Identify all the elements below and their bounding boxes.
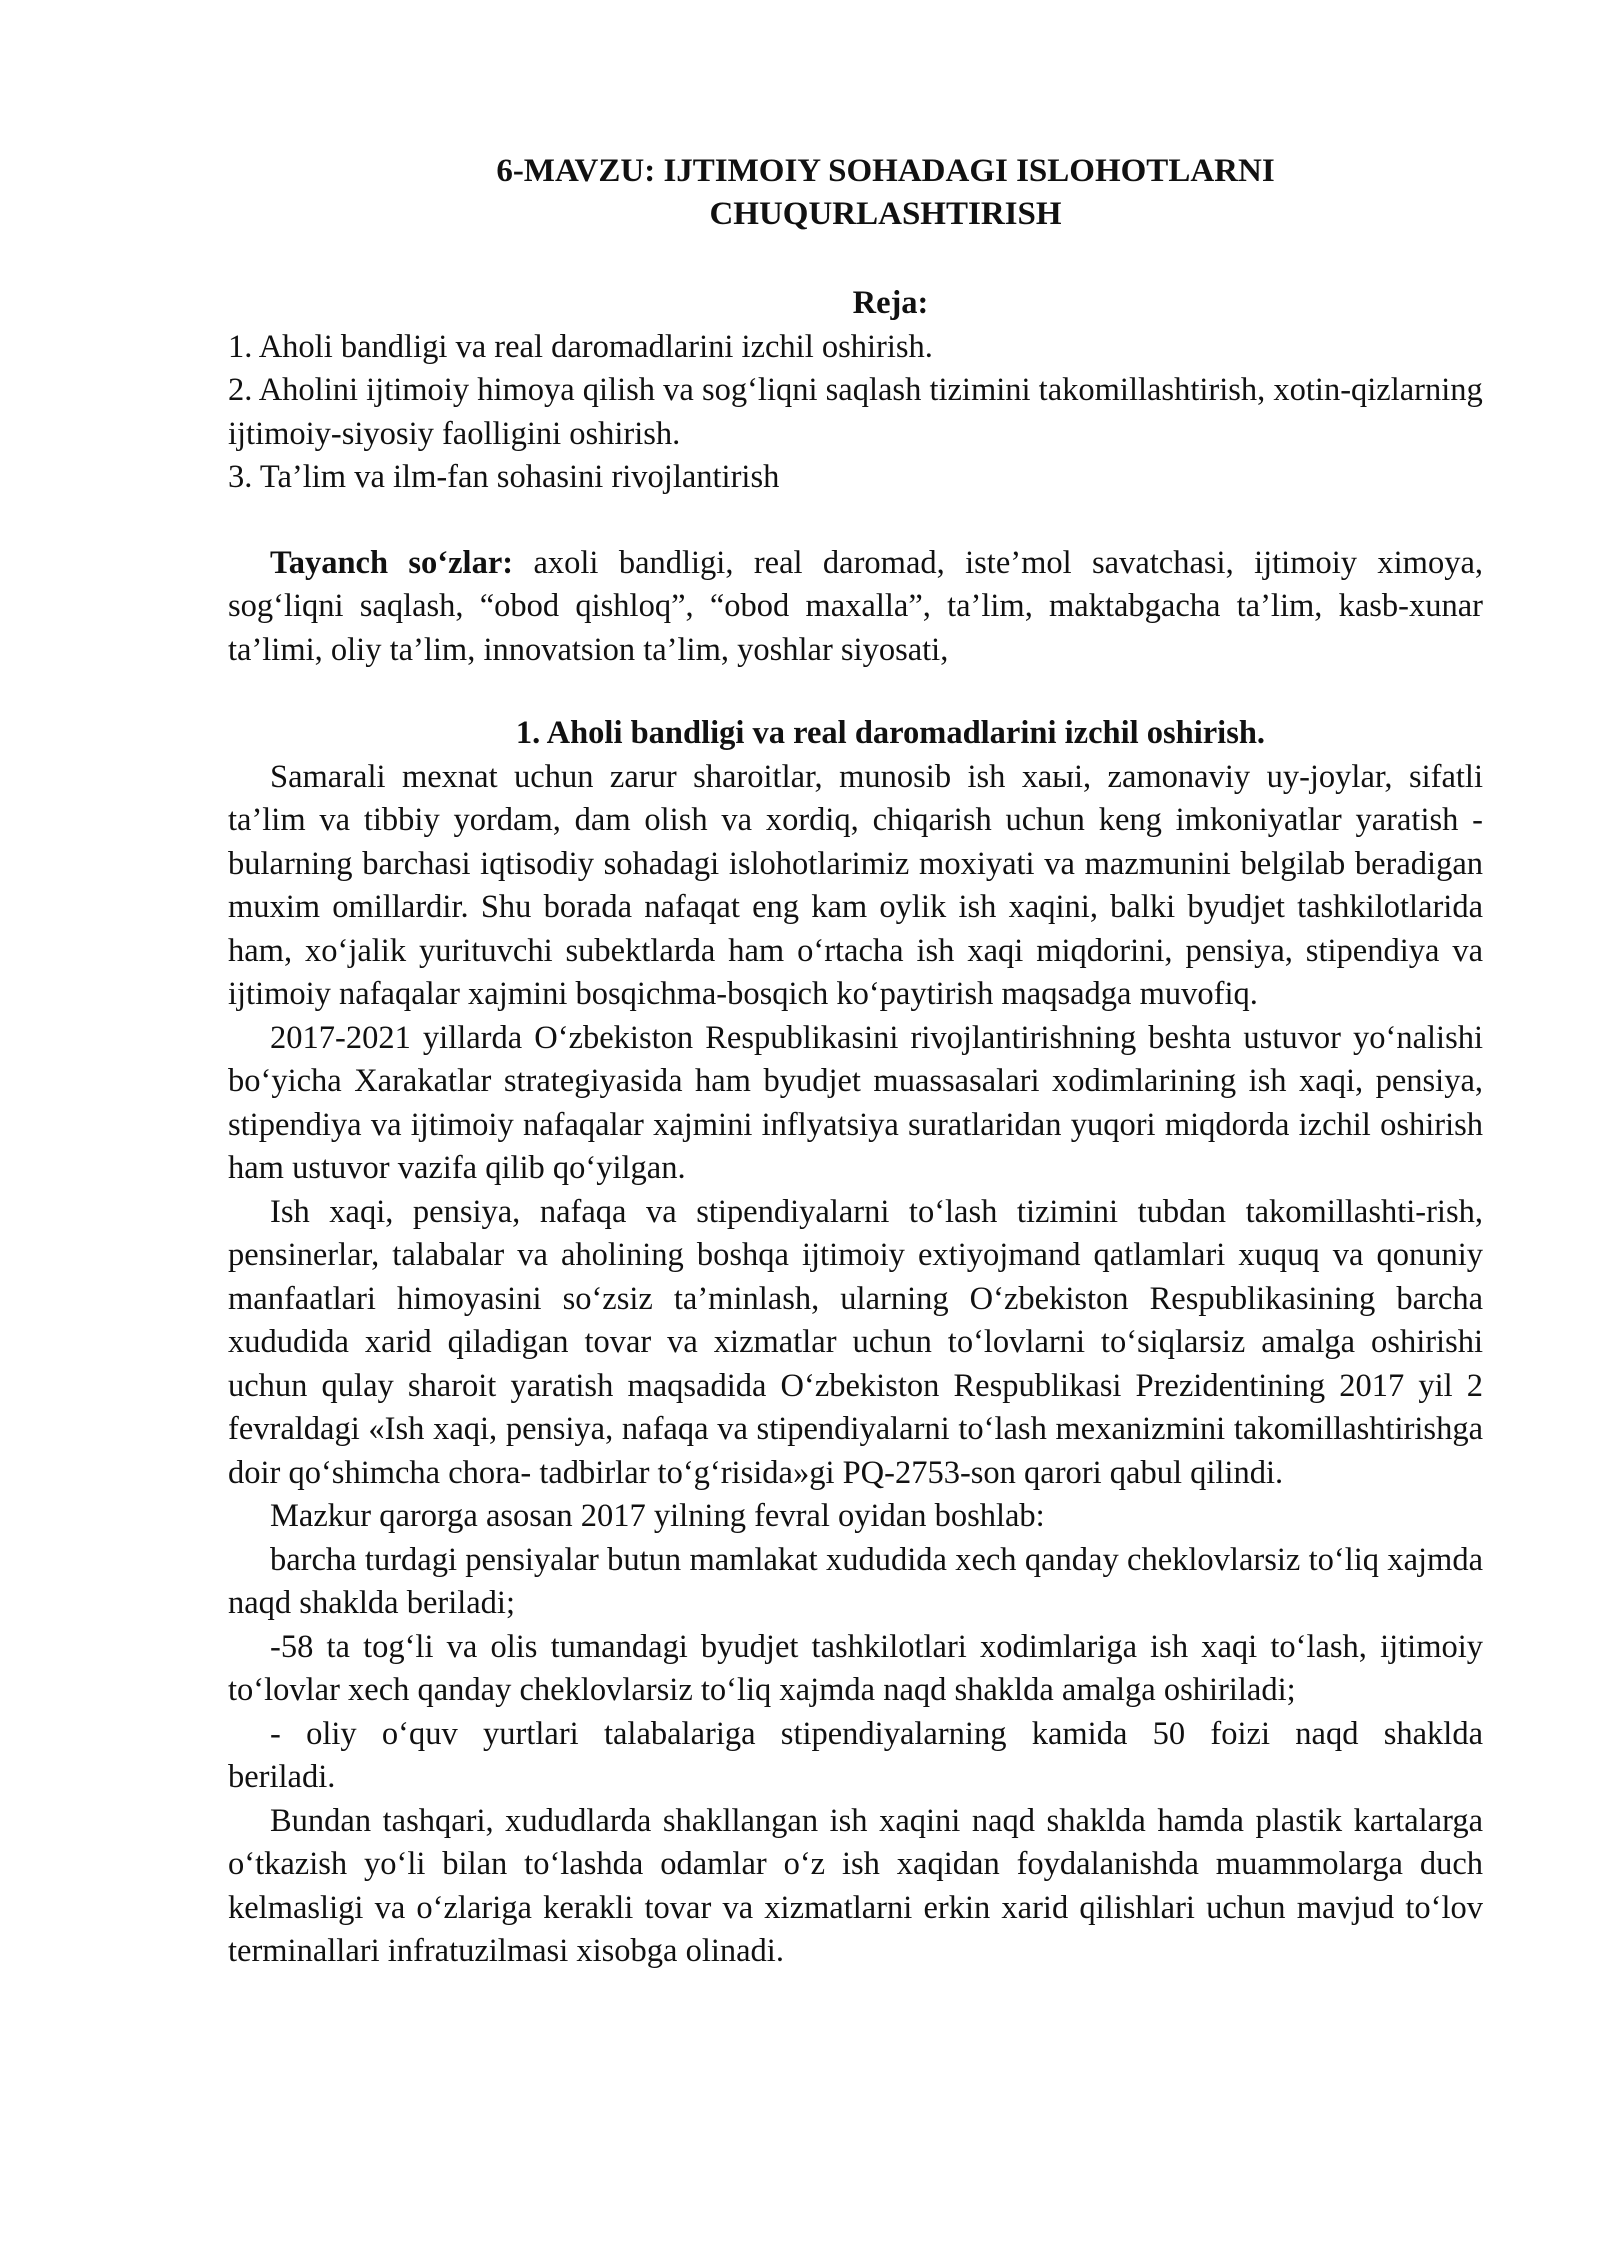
title-line-2: CHUQURLASHTIRISH (709, 196, 1062, 232)
paragraph-3: Ish xaqi, pensiya, nafaqa va stipendiyalarni to‘lash tizimini tubdan takomillashti-rish, pensinerlar, talabalar va aholining boshqa ijtimoiy extiyojmand qatlamlari xuquq va qonuniy manfaatlari himoyasini so‘zsiz ta’minlash, ularning O‘zbekiston Respublikasining barcha xududida xarid qiladigan tovar va xizmatlar uchun to‘lovlarni to‘siqlarsiz amalga oshirishi uchun qulay sharoit yaratish maqsadida O‘zbekiston Respublikasi Prezidentining 2017 yil 2 fevraldagi «Ish xaqi, pensiya, nafaqa va stipendiyalarni to‘lash mexanizmini takomillashtirishga doir qo‘shimcha chora- tadbirlar to‘g‘risida»gi PQ-2753-son qarori qabul qilindi. (228, 1193, 1483, 1491)
list-item-pensions: barcha turdagi pensiyalar butun mamlakat xududida xech qanday cheklovlarsiz to‘liq xajmda naqd shaklda beriladi; (228, 1541, 1483, 1621)
keywords-text: axoli bandligi, real daromad, iste’mol savatchasi, ijtimoiy ximoya, sog‘liqni saqlash, “obod qishloq”, “obod maxalla”, ta’lim, maktabgacha ta’lim, kasb-xunar ta’limi, oliy ta’lim, innovatsion ta’lim, yoshlar siyosati, (228, 544, 1483, 668)
document-page (228, 150, 1483, 1974)
plan-item-2: 2. Aholini ijtimoiy himoya qilish va sog‘liqni saqlash tizimini takomillashtirish, xotin-qizlarning ijtimoiy-siyosiy faolligini oshirish. (228, 372, 1483, 452)
section-1-heading: 1. Aholi bandligi va real daromadlarini izchil oshirish. (515, 715, 1266, 751)
plan-item-3: 3. Ta’lim va ilm-fan sohasini rivojlantirish (228, 459, 780, 495)
plan-heading: Reja: (852, 285, 929, 321)
paragraph-closing: Bundan tashqari, xududlarda shakllangan ish xaqini naqd shaklda hamda plastik kartalarga o‘tkazish yo‘li bilan to‘lashda odamlar o‘z ish xaqidan foydalanishda muammolarga duch kelmasligi va o‘zlariga kerakli tovar va xizmatlarni erkin xarid qilishlari uchun mavjud to‘lov terminallari infratuzilmasi xisobga olinadi. (228, 1802, 1483, 1969)
paragraph-2: 2017-2021 yillarda O‘zbekiston Respublikasini rivojlantirishning beshta ustuvor yo‘nalishi bo‘yicha Xarakatlar strategiyasida ham byudjet muassasalari xodimlarining ish xaqi, pensiya, stipendiya va ijtimoiy nafaqalar xajmini inflyatsiya suratlaridan yuqori miqdorda izchil oshirish ham ustuvor vazifa qilib qo‘yilgan. (228, 1019, 1483, 1186)
plan-item-1: 1. Aholi bandligi va real daromadlarini izchil oshirish. (228, 328, 933, 365)
title-line-1: 6-MAVZU: IJTIMOIY SOHADAGI ISLOHOTLARNI (496, 153, 1275, 189)
plan-list (228, 326, 1483, 500)
keywords-label: Tayanch so‘zlar: (270, 544, 514, 581)
paragraph-4: Mazkur qarorga asosan 2017 yilning fevral oyidan boshlab: (270, 1498, 1045, 1534)
document-title (288, 150, 1483, 236)
keywords-paragraph (228, 542, 1483, 673)
list-item-stipends: - oliy o‘quv yurtlari talabalariga stipendiyalarning kamida 50 foizi naqd shaklda beriladi. (228, 1715, 1483, 1795)
list-item-budget-organizations: -58 ta tog‘li va olis tumandagi byudjet tashkilotlari xodimlariga ish xaqi to‘lash, ijtimoiy to‘lovlar xech qanday cheklovlarsiz to‘liq xajmda naqd shaklda amalga oshiriladi; (228, 1628, 1483, 1708)
paragraph-1: Samarali mexnat uchun zarur sharoitlar, munosib ish хаыi, zamonaviy uy-joylar, sifatli ta’lim va tibbiy yordam, dam olish va xordiq, chiqarish uchun keng imkoniyatlar yaratish - bularning barchasi iqtisodiy sohadagi islohotlarimiz moxiyati va mazmunini belgilab beradigan muxim omillardir. Shu borada nafaqat eng kam oylik ish xaqini, balki byudjet tashkilotlarida ham, xo‘jalik yurituvchi subektlarda ham o‘rtacha ish xaqi miqdorini, pensiya, stipendiya va ijtimoiy nafaqalar xajmini bosqichma-bosqich ko‘paytirish maqsadga muvofiq. (228, 758, 1483, 1012)
